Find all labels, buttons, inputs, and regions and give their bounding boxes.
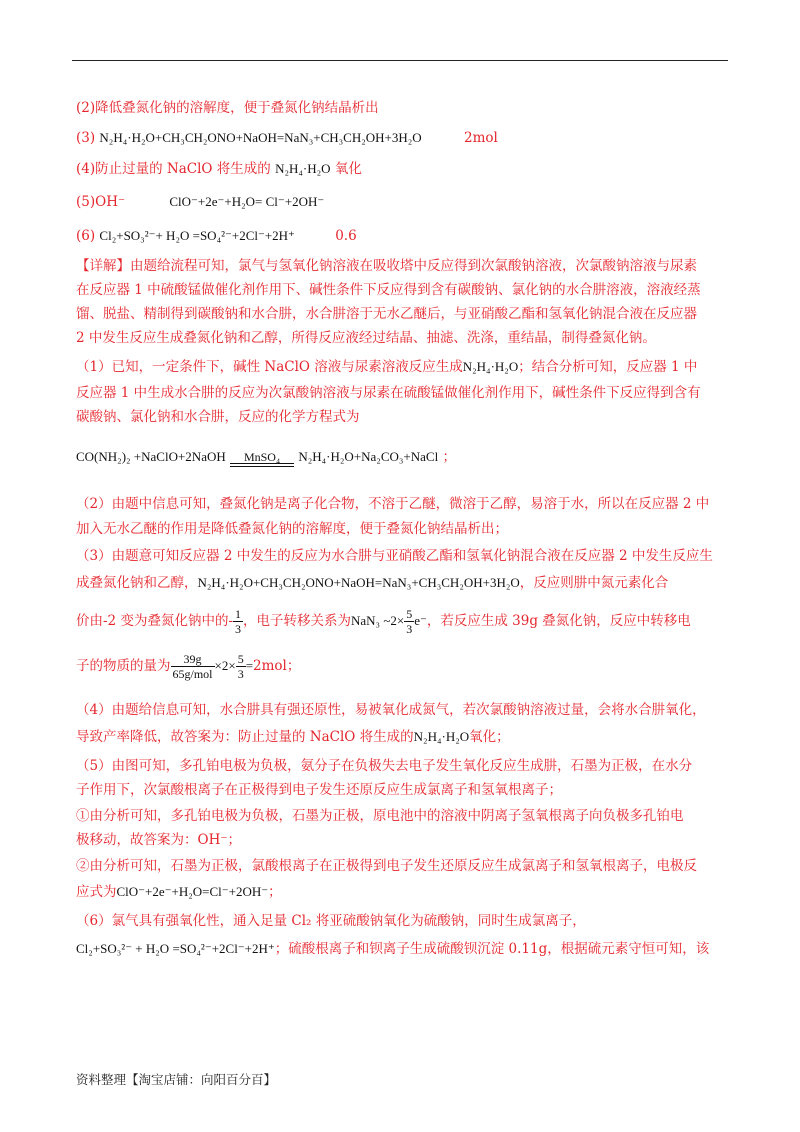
relation-post: e⁻ [414,613,427,628]
part6-equation: Cl₂+SO₃²⁻ + H₂O =SO₄²⁻+2Cl⁻+2H⁺ [76,941,275,956]
part5-line-a: （5）由图可知，多孔铂电极为负极，氨分子在负极失去电子发生氧化反应生成肼，石墨为正极，在水分 [76,758,693,774]
part1-line-a [76,357,697,377]
catalyst-arrow [230,451,294,467]
answer-6-value: 0.6 [335,228,357,244]
part6-line-a: （6）氯气具有强氧化性，通入足量 Cl₂ 将亚硫酸钠氧化为硫酸钠，同时生成氯离子， [76,913,586,929]
part4-line-b [76,727,510,747]
part3-line-c [76,606,691,636]
answer-3-equation: N₂H₄·H₂O+CH₃CH₂ONO+NaOH=NaN₃+CH₃CH₂OH+3H₂O [99,130,422,145]
answer-5-equation: ClO⁻+2e⁻+H₂O= Cl⁻+2OH⁻ [169,194,325,209]
footer-source: 资料整理【淘宝店铺：向阳百分百】 [76,1072,277,1087]
part1-eq-end: ； [442,449,457,465]
part4-formula: N₂H₄·H₂O [413,729,470,744]
part2-line-b: 加入无水乙醚的作用是降低叠氮化钠的溶解度，便于叠氮化钠结晶析出； [76,521,508,537]
part3-line-a: （3）由题意可知反应器 2 中发生的反应为水合肼与亚硝酸乙酯和氢氧化钠混合液在反应器 2 中发生反应生 [76,548,713,564]
part1-equation [76,447,456,467]
relation-pre: NaN₃ ~2× [351,613,405,628]
part1-formula: N₂H₄·H₂O [462,359,519,374]
detail-line-1: 【详解】由题给流程可知，氯气与氢氧化钠溶液在吸收塔中反应得到次氯酸钠溶液，次氯酸钠溶液与尿素 [76,258,697,274]
answer-4-pre: (4)防止过量的 NaClO 将生成的 [76,161,271,177]
fraction-five-thirds-2: $\frac{5}{3}$ [237,652,244,681]
part3d-mid: ×2× [214,658,236,673]
fraction-moles: $\frac{39g}{\text{65g/mol}}$ [172,652,213,681]
part3d-post: 2mol； [253,658,301,674]
answer-5 [76,192,324,212]
part1-eq-left: CO(NH₂)₂ +NaClO+2NaOH [76,449,226,464]
answer-3-label: (3) [76,130,96,146]
part5f-pre: 应式为 [76,884,117,900]
part5-line-f [76,882,282,902]
part4-post: 氧化； [469,729,510,745]
part5-line-b: 子作用下，次氯酸根离子在正极得到电子发生还原反应生成氯离子和氢氧根离子； [76,782,562,798]
part1-line-b: 反应器 1 中生成水合肼的反应为次氯酸钠溶液与尿素在硫酸锰做催化剂作用下，碱性条件下反应得到含有 [76,385,701,401]
fraction-one-third: $\frac{1}{3}$ [235,607,242,636]
part6-line-b [76,939,709,959]
part2-line-a: （2）由题中信息可知，叠氮化钠是离子化合物，不溶于乙醚，微溶于乙醇，易溶于水，所以在反应器 2 中 [76,496,710,512]
part1-line-c: 碳酸钠、氯化钠和水合肼，反应的化学方程式为 [76,409,360,425]
part5-line-e: ②由分析可知，石墨为正极，氯酸根离子在正极得到电子发生还原反应生成氯离子和氢氧根离子，电极反 [76,858,697,874]
part3d-pre: 子的物质的量为 [76,658,171,674]
header-rule [72,60,728,61]
detail-line-3: 馏、脱盐、精制得到碳酸钠和水合肼，水合肼溶于无水乙醚后，与亚硝酸乙酯和氢氧化钠混合液在反应器 [76,306,697,322]
part3d-equals: = [245,658,254,673]
part6-post: ；硫酸根离子和钡离子生成硫酸钡沉淀 0.11g，根据硫元素守恒可知，该 [274,941,710,957]
answer-3 [76,128,498,148]
part4-line-a: （4）由题给信息可知，水合肼具有强还原性，易被氧化成氮气，若次氯酸钠溶液过量，会将水合肼氧化， [76,702,706,718]
part5-line-d: 极移动，故答案为：OH⁻； [76,832,241,848]
part3-line-d [76,650,300,682]
part3c-mid: ，电子转移关系为 [243,613,352,629]
answer-5-label: (5)OH⁻ [76,194,126,210]
part1-text-post: ；结合分析可知，反应器 1 中 [518,359,698,375]
part3-post: ，反应则肼中氮元素化合 [519,575,669,591]
answer-4-post: 氧化 [334,161,362,177]
catalyst-label: MnSO₄ [243,450,281,464]
part4-pre: 导致产率降低，故答案为：防止过量的 NaClO 将生成的 [76,729,414,745]
part3-line-b [76,573,668,593]
part3c-post: ，若反应生成 39g 叠氮化钠，反应中转移电 [426,613,691,629]
part3-pre: 成叠氮化钠和乙醇， [76,575,198,591]
answer-6-label: (6) [76,228,96,244]
answer-2: (2)降低叠氮化钠的溶解度，便于叠氮化钠结晶析出 [76,100,379,116]
answer-6-equation: Cl₂+SO₃²⁻+ H₂O =SO₄²⁻+2Cl⁻+2H⁺ [99,228,295,243]
fraction-five-thirds: $\frac{5}{3}$ [406,607,413,636]
part5f-equation: ClO⁻+2e⁻+H₂O=Cl⁻+2OH⁻ [116,884,269,899]
answer-3-value: 2mol [463,130,498,146]
answer-4 [76,159,362,179]
answer-6 [76,226,357,246]
part1-eq-right: N₂H₄·H₂O+Na₂CO₃+NaCl [298,449,439,464]
part1-text: （1）已知，一定条件下，碱性 NaClO 溶液与尿素溶液反应生成 [76,359,463,375]
part5-line-c: ①由分析可知，多孔铂电极为负极，石墨为正极，原电池中的溶液中阴离子氢氧根离子向负极多孔铂电 [76,808,684,824]
detail-line-4: 2 中发生反应生成叠氮化钠和乙醇，所得反应液经过结晶、抽滤、洗涤，重结晶，制得叠氮化钠。 [76,330,656,346]
answer-4-formula: N₂H₄·H₂O [275,161,331,176]
part3-equation: N₂H₄·H₂O+CH₃CH₂ONO+NaOH=NaN₃+CH₃CH₂OH+3H₂O [197,575,520,590]
detail-line-2: 在反应器 1 中硫酸锰做催化剂作用下、碱性条件下反应得到含有碳酸钠、氯化钠的水合肼溶液，溶液经蒸 [76,282,701,298]
part5f-post: ； [268,884,282,900]
part3c-pre: 价由-2 变为叠氮化钠中的- [76,613,234,629]
